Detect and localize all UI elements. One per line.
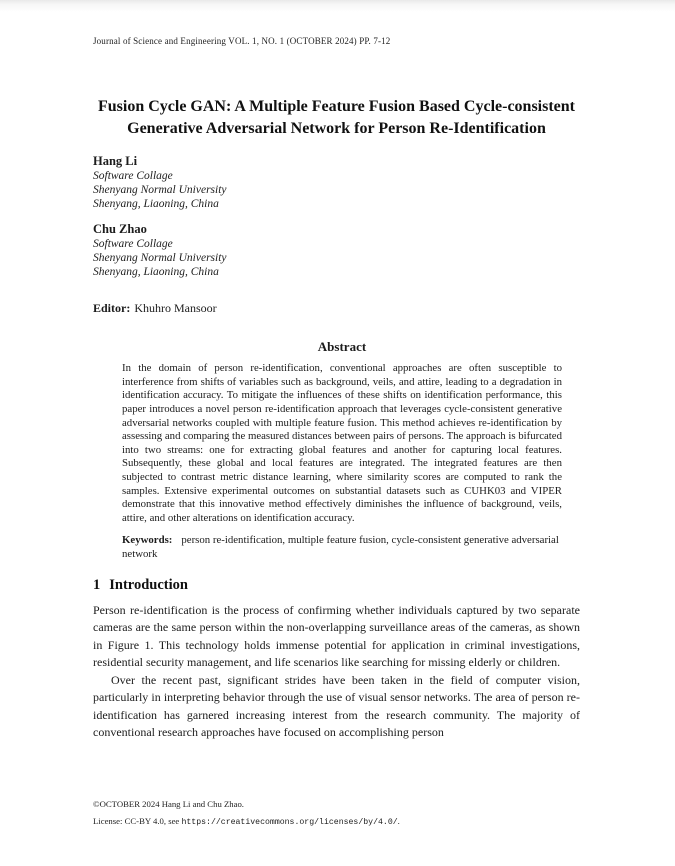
page-content (93, 0, 580, 742)
introduction-paragraph: Over the recent past, significant strides have been taken in the field of computer vision, particularly in interpreting behavior through the use of visual sensor networks. The area of person re-identification has garnered increasing interest from the research community. The majority of conventional research approaches have focused on accomplishing person (93, 672, 580, 740)
author-affiliation-line: Shenyang Normal University (93, 251, 227, 264)
abstract-heading: Abstract (317, 339, 367, 355)
license-line (93, 816, 580, 827)
author-name: Chu Zhao (93, 221, 147, 236)
copyright-line: ©OCTOBER 2024 Hang Li and Chu Zhao. (93, 799, 244, 809)
editor-line (93, 301, 580, 316)
abstract-section (122, 338, 562, 561)
license-text: License: CC-BY 4.0, see (93, 816, 182, 826)
section-number: 1 (93, 576, 101, 593)
keywords-text: person re-identification, multiple feature fusion, cycle-consistent generative adversarial network (122, 534, 559, 560)
author-affiliation-line: Shenyang, Liaoning, China (93, 266, 219, 279)
page-footer (93, 799, 580, 827)
keywords-line (122, 534, 562, 561)
section-heading-introduction (93, 576, 580, 595)
license-text-suffix: . (397, 816, 400, 826)
authors-block (93, 154, 580, 279)
author-affiliation-line: Shenyang, Liaoning, China (93, 198, 219, 211)
author-block (93, 154, 580, 212)
journal-running-header: Journal of Science and Engineering VOL. 1, NO. 1 (OCTOBER 2024) PP. 7-12 (93, 36, 391, 46)
author-affiliation-line: Shenyang Normal University (93, 184, 227, 197)
author-name: Hang Li (93, 154, 138, 168)
editor-name: Khuhro Mansoor (134, 301, 217, 316)
license-url[interactable]: https://creativecommons.org/licenses/by/4.0/ (181, 818, 398, 827)
author-affiliation-line: Software Collage (93, 237, 173, 250)
abstract-text: In the domain of person re-identification, conventional approaches are often susceptible to interference from shifts of variables such as background, veils, and attire, leading to a degradation in identification accuracy. To mitigate the influences of these shifts on identification performance, this paper introduces a novel person re-identification approach that leverages cycle-consistent generative adversarial networks coupled with multiple feature fusion. This method achieves re-identification by assessing and comparing the measured distances between pairs of persons. The approach is bifurcated into two streams: one for extracting global features and another for capturing local features. Subsequently, these global and local features are integrated. The integrated features are then subjected to contrast metric distance learning, where similarity scores are computed to rank the samples. Extensive experimental outcomes on substantial datasets such as CUHK03 and VIPER demonstrate that this innovative method effectively diminishes the influence of background, veils, attire, and other alterations on identification accuracy. (122, 362, 562, 524)
paper-title: Fusion Cycle GAN: A Multiple Feature Fusion Based Cycle-consistent Generative Adversarial Network for Person Re-Identification (97, 98, 576, 137)
section-title: Introduction (109, 576, 188, 593)
editor-label: Editor: (93, 301, 131, 316)
author-block (93, 222, 580, 280)
introduction-paragraph: Person re-identification is the process of confirming whether individuals captured by two separate cameras are the same person within the non-overlapping surveillance areas of the cameras, as shown in Figure 1. This technology holds immense potential for application in criminal investigations, residential security management, and life scenarios like searching for missing elderly or children. (93, 602, 580, 670)
author-affiliation-line: Software Collage (93, 170, 173, 182)
keywords-label: Keywords: (122, 534, 173, 547)
